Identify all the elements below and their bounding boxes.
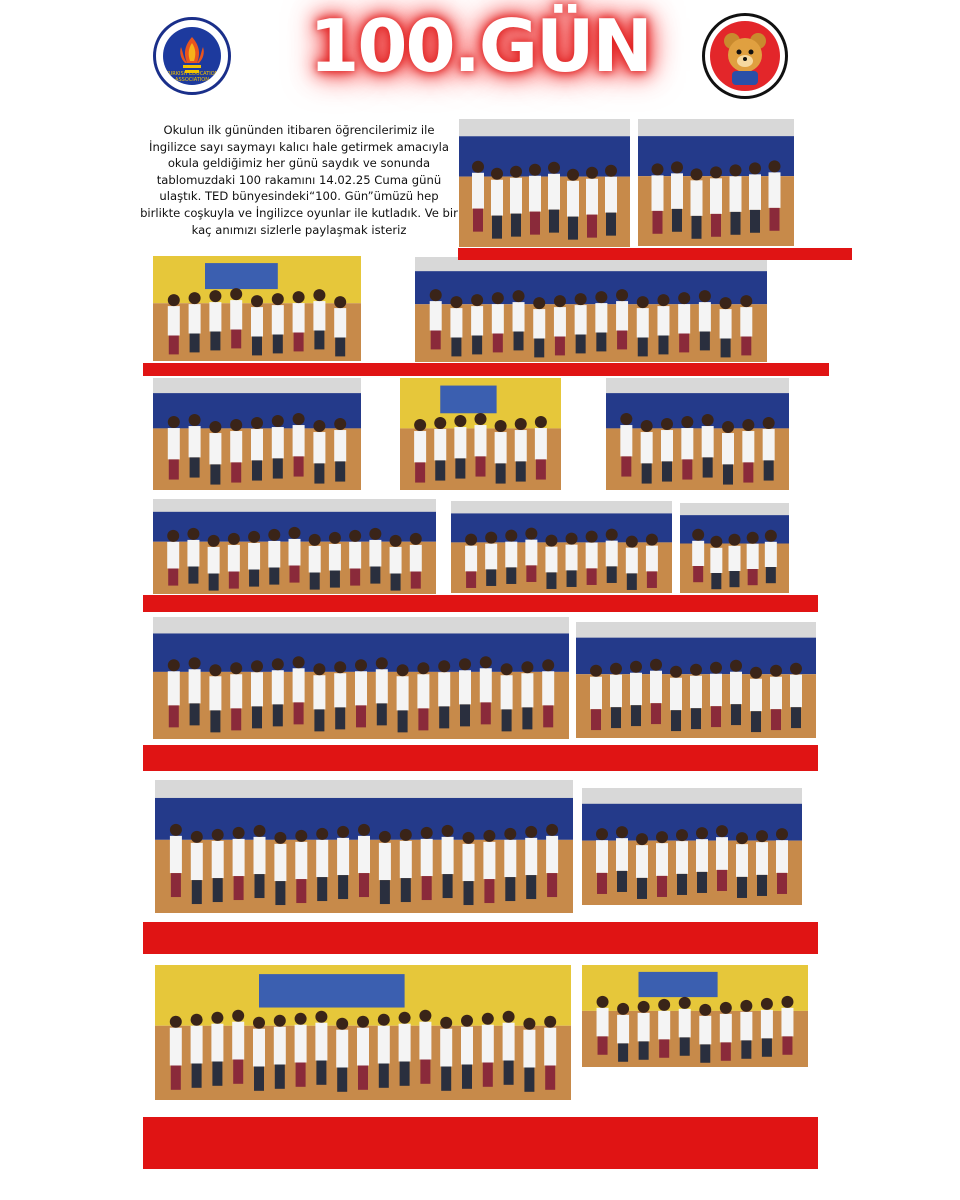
children-line-gym-photo bbox=[638, 119, 794, 246]
children-circle-gym-photo bbox=[459, 119, 630, 247]
gym-arms-up-photo bbox=[153, 499, 436, 594]
teddy-bear-logo-icon bbox=[710, 21, 780, 91]
red-bar bbox=[143, 922, 818, 954]
gym-line-arms-up-photo bbox=[582, 788, 802, 905]
red-bar bbox=[458, 248, 852, 260]
red-bar bbox=[143, 1117, 818, 1169]
intro-text: Okulun ilk gününden itibaren öğrencilerimiz ile İngilizce sayı saymayı kalıcı hale getirmek amacıyla okula geldiğimiz her günü saydık ve sonunda tablomuzdaki 100 rakamını 14.02.25 Cuma günü ulaştık. TED bünyesindeki“100. Gün”ümüzü hep birlikte coşkuyla ve İngilizce oyunlar ile kutladık. Ve bir kaç anımızı sizlerle paylaşmak isteriz bbox=[140, 123, 458, 237]
gym-dance-photo bbox=[153, 378, 361, 490]
cup-tower-photo bbox=[680, 503, 789, 593]
classroom-group-crowns-photo bbox=[155, 965, 571, 1100]
floor-game-photo bbox=[606, 378, 789, 490]
group-photo-gym-3 bbox=[155, 780, 573, 913]
classroom-group-crowns-small-photo bbox=[582, 965, 808, 1067]
red-bar bbox=[143, 363, 829, 376]
group-photo-gym-1 bbox=[153, 617, 569, 739]
classroom-crowns-group-photo bbox=[153, 256, 361, 361]
page-title: 100.GÜN bbox=[309, 4, 651, 88]
teddy-logo bbox=[702, 13, 788, 99]
classroom-table-photo bbox=[400, 378, 561, 490]
group-photo-gym-2 bbox=[576, 622, 816, 738]
red-bar bbox=[143, 745, 818, 771]
line-with-teacher-photo bbox=[415, 257, 767, 362]
gym-circle-photo bbox=[451, 501, 672, 593]
red-bar bbox=[143, 595, 818, 612]
logo-ring-text: TURKISH EDUCATION ASSOCIATION bbox=[165, 71, 219, 83]
